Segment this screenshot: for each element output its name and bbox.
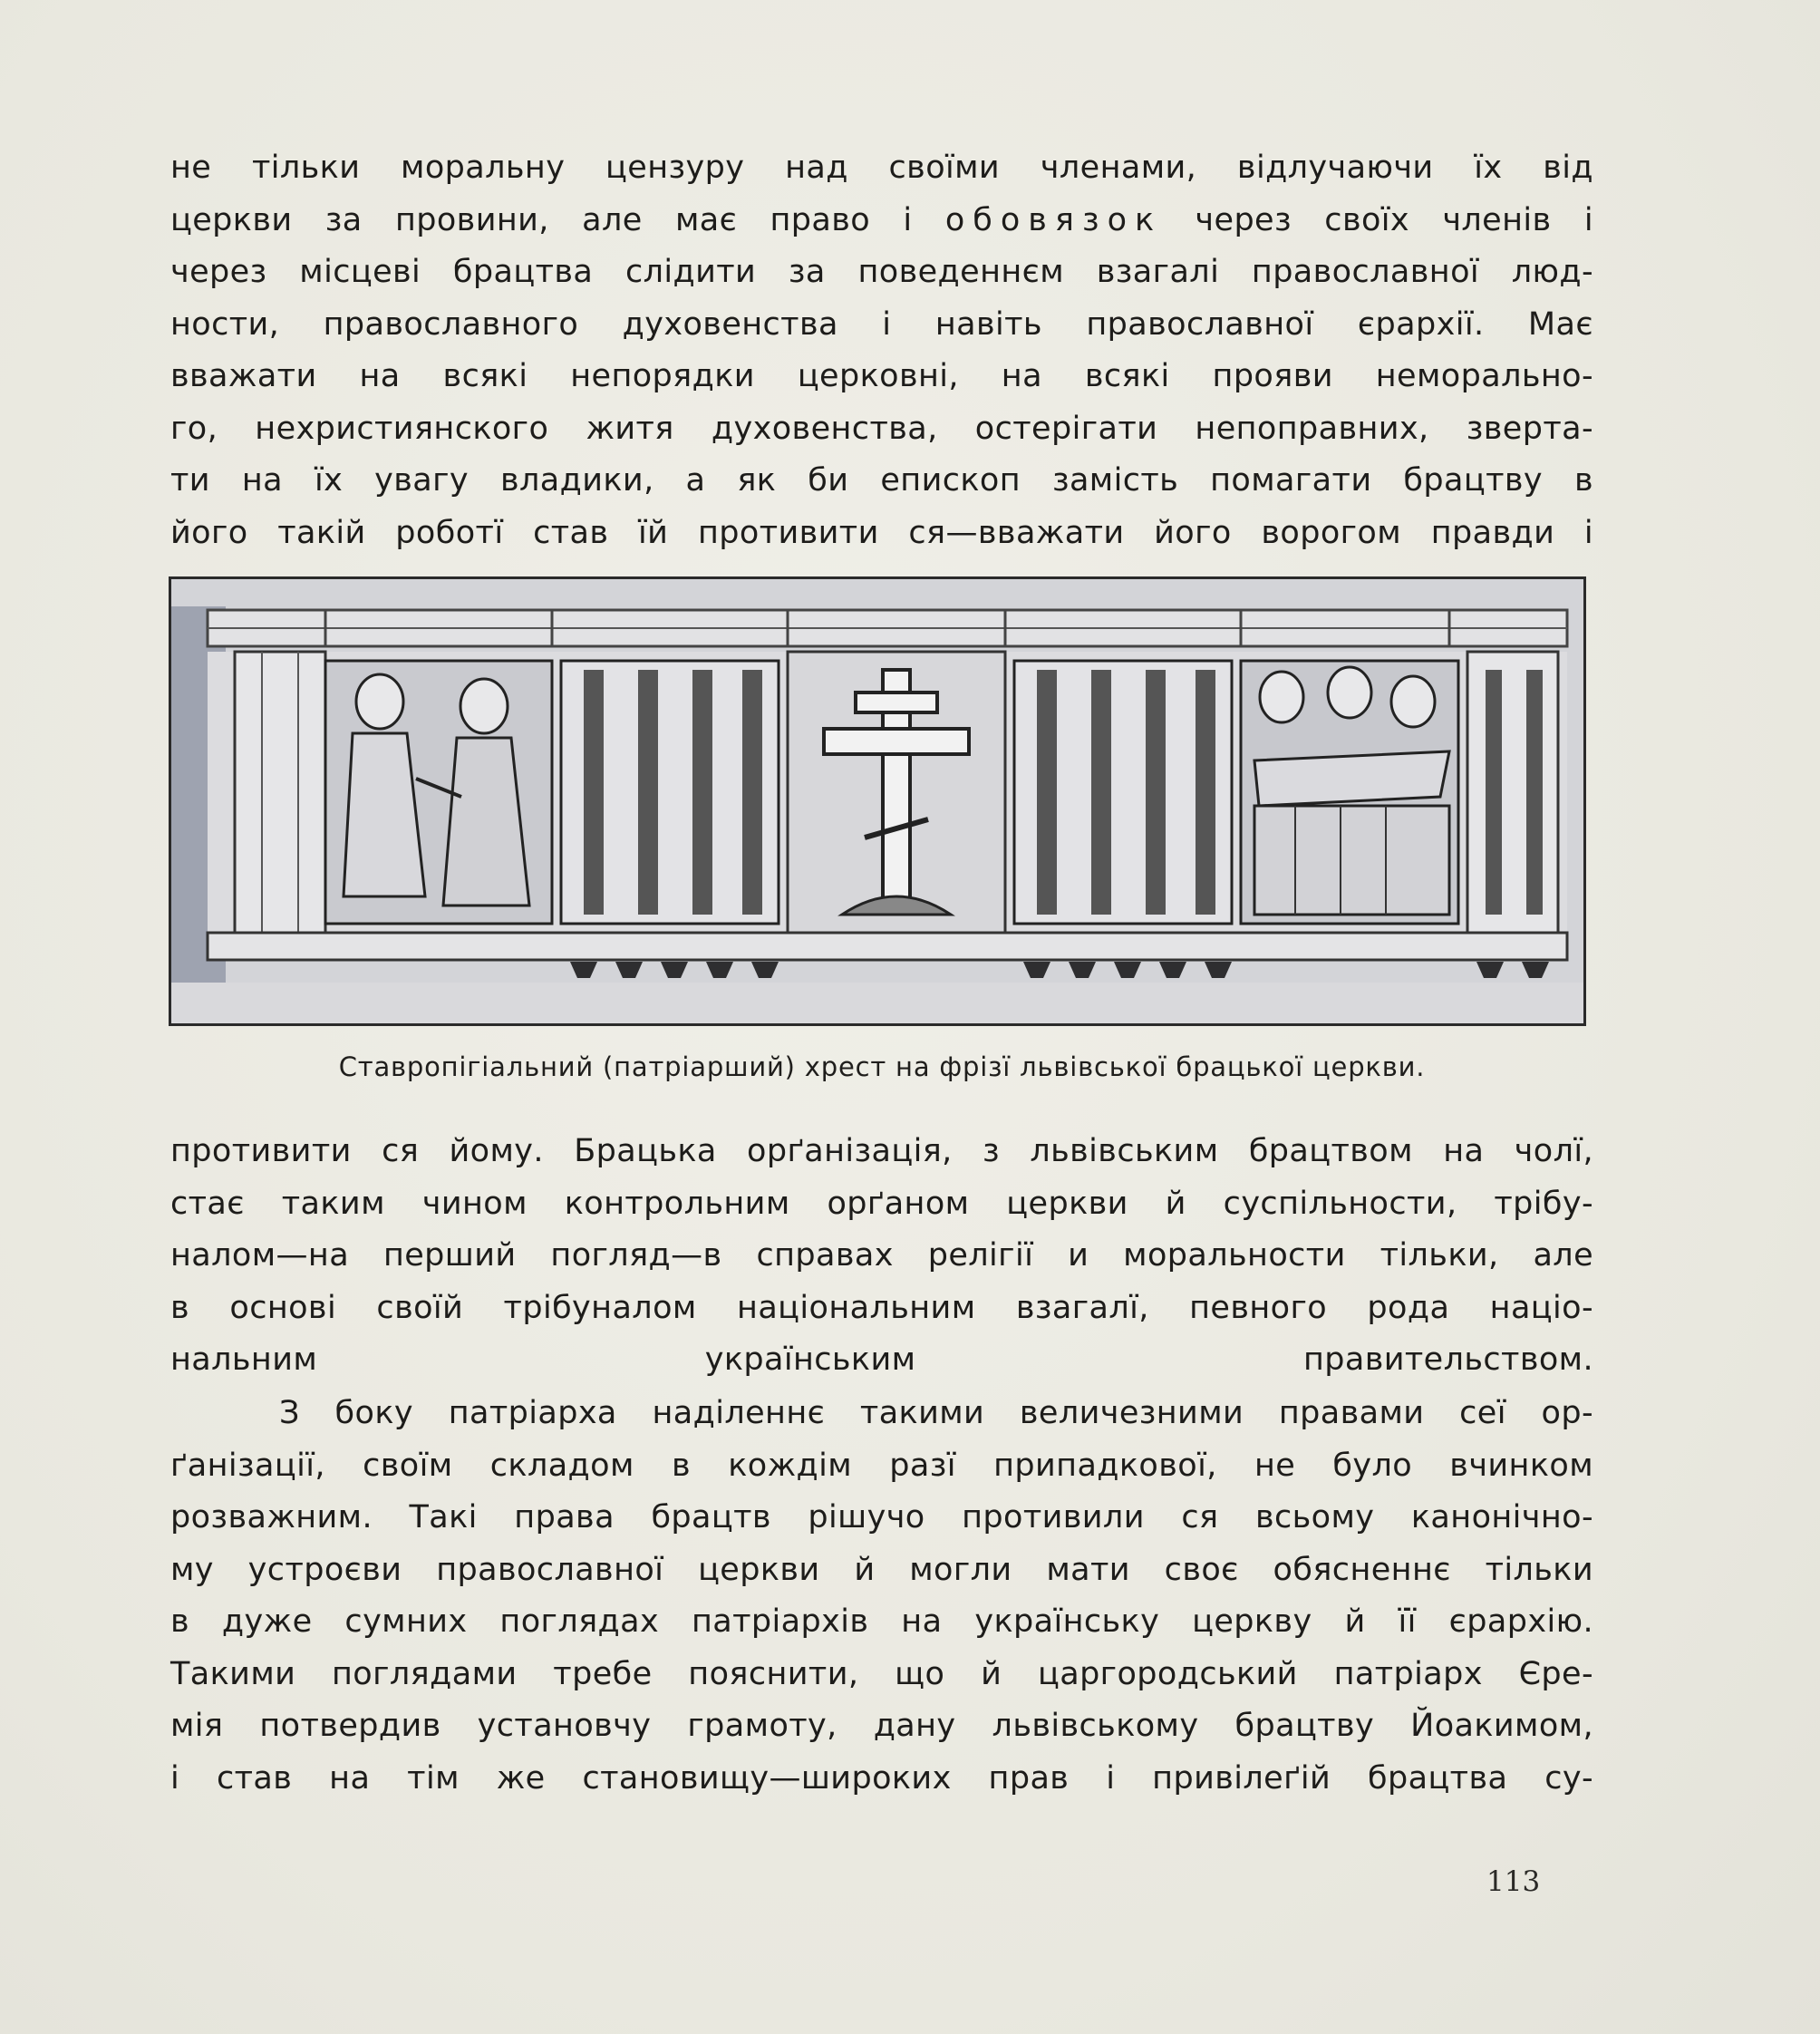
paragraph-second bbox=[170, 1388, 1593, 1805]
text-line: му устроєви православної церкви й могли мати своє обясненнє тільки bbox=[170, 1551, 1593, 1588]
text-fragment: через своїх членів і bbox=[1162, 201, 1593, 238]
text-line: нальним українським правительством. bbox=[170, 1341, 1593, 1378]
text-line: не тільки моральну цензуру над своїми членами, відлучаючи їх від bbox=[170, 150, 1593, 186]
text-line: його такій роботї став їй противити ся—вважати його ворогом правди і bbox=[170, 514, 1593, 551]
frieze-engraving-image bbox=[171, 579, 1583, 1023]
text-line: ности, православного духовенства і навіть православної єрархії. Має bbox=[170, 305, 1593, 343]
text-line: розважним. Такі права брацтв рішучо противили ся всьому канонічно- bbox=[170, 1499, 1593, 1535]
text-line: через місцеві брацтва слідити за поведеннєм взагалі православної люд- bbox=[170, 254, 1593, 290]
text-line: противити ся йому. Брацька орґанізація, з львівським брацтвом на чолї, bbox=[170, 1133, 1593, 1169]
frieze-illustration bbox=[169, 576, 1586, 1026]
text-line: го, нехристиянского житя духовенства, остерігати непоправних, зверта- bbox=[170, 410, 1593, 447]
text-line: З боку патріарха наділеннє такими величезними правами сеї ор- bbox=[279, 1395, 1593, 1431]
figure-caption: Ставропігіальний (патріарший) хрест на фрізї львівської брацької церкви. bbox=[338, 1051, 1426, 1082]
text-line: вважати на всякі непорядки церковні, на всякі прояви неморально- bbox=[170, 358, 1593, 394]
text-fragment: церкви за провини, але має право і bbox=[170, 201, 945, 238]
text-line: і став на тім же становищу—широких прав і привілеґій брацтва су- bbox=[170, 1759, 1593, 1797]
text-line: стає таким чином контрольним орґаном церкви й суспільности, трібу- bbox=[170, 1185, 1593, 1222]
text-line: в дуже сумних поглядах патріархів на українську церкву й її єрархію. bbox=[170, 1603, 1593, 1640]
text-line: ти на їх увагу владики, а як би епископ замість помагати брацтву в bbox=[170, 462, 1593, 499]
text-line: Такими поглядами требе пояснити, що й царгородський патріарх Єре- bbox=[170, 1655, 1593, 1692]
emphasized-word: обовязок bbox=[944, 201, 1163, 238]
paragraph-top bbox=[170, 142, 1593, 559]
page-number: 113 bbox=[1486, 1865, 1541, 1898]
paragraph-bottom bbox=[170, 1126, 1593, 1387]
text-line: налом—на перший погляд—в справах релігії и моральности тільки, але bbox=[170, 1237, 1593, 1274]
text-line: в основі своїй трібуналом національним взагалї, певного рода націо- bbox=[170, 1289, 1593, 1326]
text-line: мія потвердив установчу грамоту, дану львівському брацтву Йоакимом, bbox=[170, 1708, 1593, 1744]
text-line: ґанізації, своїм складом в кождім разї припадкової, не було вчинком bbox=[170, 1447, 1593, 1484]
text-line-spaced-word bbox=[170, 195, 1593, 247]
